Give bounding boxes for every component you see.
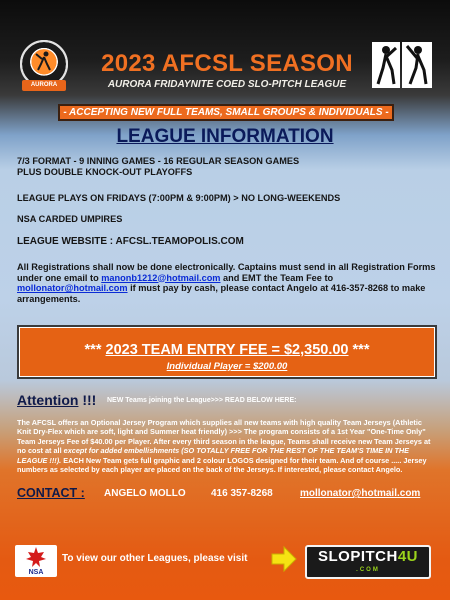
- fee-stars-right: ***: [348, 342, 370, 358]
- accepting-teams-banner: - ACCEPTING NEW FULL TEAMS, SMALL GROUPS & INDIVIDUALS -: [58, 104, 394, 121]
- attention-word: Attention: [17, 392, 79, 408]
- contact-phone: 416 357-8268: [211, 488, 273, 499]
- schedule-text: LEAGUE PLAYS ON FRIDAYS (7:00PM & 9:00PM) > NO LONG-WEEKENDS: [17, 193, 341, 203]
- registration-text: if must pay by cash, please contact Angelo at 416-357-8268 to make arrangements.: [17, 283, 426, 304]
- jersey-text-italic: except for added embellishments (SO TOTALLY FREE FOR THE REST OF THE TEAM'S TIME IN THE LEAGUE !!!).: [17, 446, 410, 465]
- contact-label: CONTACT :: [17, 486, 85, 500]
- attention-bang: !!!: [78, 392, 97, 408]
- slopitch4u-com-text: .COM: [356, 567, 380, 573]
- registration-text: All Registrations shall now be done electronically. Captains must send in all Registration Forms under one email to: [17, 262, 436, 283]
- registration-email-link[interactable]: manonb1212@hotmail.com: [101, 272, 221, 283]
- batter-silhouette-icon: [33, 50, 55, 72]
- nsa-logo-icon: [15, 545, 57, 577]
- individual-player-fee: Individual Player = $200.00: [166, 361, 288, 372]
- jersey-text: The AFCSL offers an Optional Jersey Program which supplies all new teams with high quality Team Jerseys (Athletic Knit Dry-Flex which are soft, light and Summer heat friendly) >>> The program consists of a 1st Year "One-Time Only" Team Jerseys Fee of $40.00 per Player. After every third season in the league, Teams shall receive new Team Jerseys at no cost at all: [17, 418, 431, 456]
- team-fee-email-link[interactable]: mollonator@hotmail.com: [17, 283, 128, 293]
- umpires-text: NSA CARDED UMPIRES: [17, 214, 123, 224]
- attention-note: NEW Teams joining the League>>> READ BELOW HERE:: [107, 397, 297, 404]
- jersey-program-paragraph: [17, 418, 435, 474]
- footer-visit-text: To view our other Leagues, please visit: [62, 553, 248, 564]
- players-silhouette-icon: [372, 42, 432, 88]
- section-heading-league-information: LEAGUE INFORMATION: [116, 126, 334, 147]
- registration-text: and EMT the Team Fee to: [220, 272, 334, 283]
- arrow-right-icon: [270, 545, 298, 573]
- league-format-text: [17, 156, 437, 178]
- fee-stars-left: ***: [84, 342, 106, 358]
- contact-name: ANGELO MOLLO: [104, 488, 186, 499]
- format-line: 7/3 FORMAT - 9 INNING GAMES - 16 REGULAR SEASON GAMES: [17, 156, 300, 166]
- league-website-text: LEAGUE WEBSITE : AFCSL.TEAMOPOLIS.COM: [17, 236, 244, 247]
- format-line: PLUS DOUBLE KNOCK-OUT PLAYOFFS: [17, 167, 193, 177]
- contact-email-link[interactable]: mollonator@hotmail.com: [300, 488, 421, 499]
- jersey-text: EACH New Team gets full graphic and 2 colour LOGOS designed for their team. And of course ..... Jersey numbers as selected by each player are placed on the back of the Jerseys. If interested, please contact Angelo.: [17, 455, 427, 475]
- slopitch4u-logo-text: [310, 548, 426, 565]
- page-subtitle: AURORA FRIDAYNITE COED SLO-PITCH LEAGUE: [107, 79, 347, 90]
- sp4u-text-b: 4U: [397, 548, 419, 565]
- attention-heading: [17, 392, 96, 408]
- registration-paragraph: [17, 262, 437, 304]
- league-logo-banner: AURORA: [22, 80, 66, 91]
- nsa-logo-text: NSA: [28, 569, 44, 576]
- team-entry-fee-text: 2023 TEAM ENTRY FEE = $2,350.00: [105, 342, 349, 358]
- sp4u-text-a: SLOPITCH: [317, 548, 398, 565]
- team-entry-fee: [17, 342, 437, 358]
- page-title: 2023 AFCSL SEASON: [101, 50, 353, 77]
